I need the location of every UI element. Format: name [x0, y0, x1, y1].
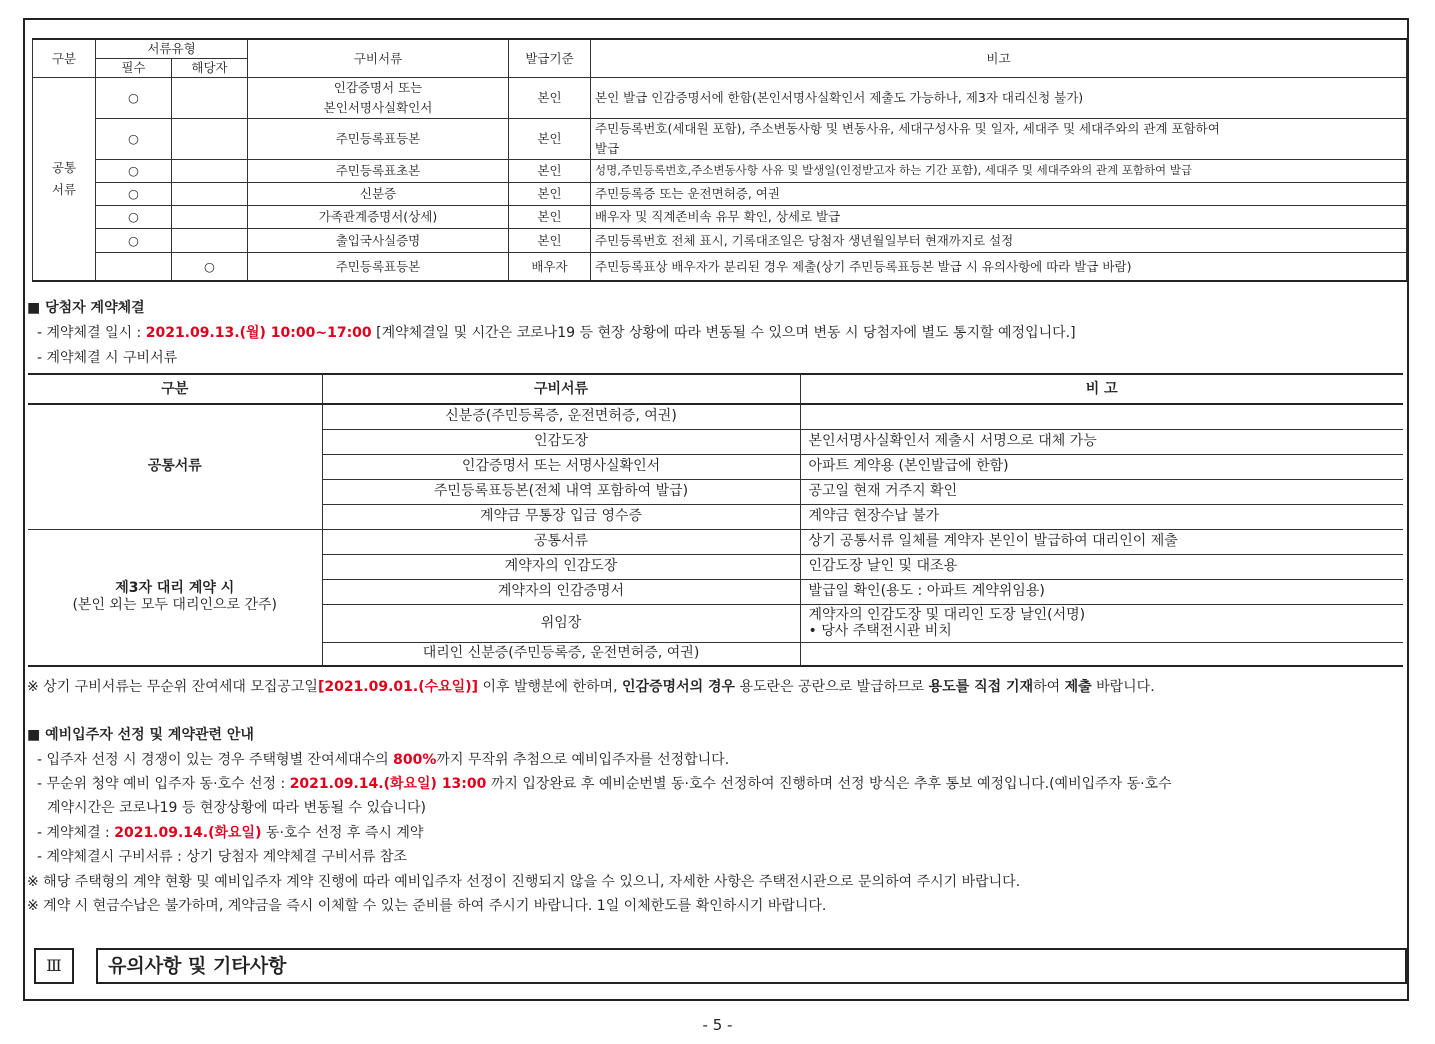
t2-remark: 계약자의 인감도장 및 대리인 도장 날인(서명) [808, 607, 1086, 623]
required-mark: ○ [96, 118, 172, 159]
documents-note [27, 676, 1155, 696]
required-mark: ○ [96, 77, 172, 118]
reserve-line-2 [37, 773, 1172, 793]
note-text: 용도란은 공란으로 발급하므로 [735, 679, 929, 695]
t2-remark: 계약금 현장수납 불가 [800, 504, 1403, 529]
section-title: 유의사항 및 기타사항 [96, 948, 1407, 984]
applicable-mark: ○ [172, 252, 248, 281]
t2-remark: 아파트 계약용 (본인발급에 한함) [800, 454, 1403, 479]
note-bold: 제출 [1064, 679, 1092, 695]
reserve-line-3 [37, 822, 423, 842]
issue-basis: 본인 [509, 77, 591, 118]
reserve-text: - 계약체결 : [37, 825, 115, 841]
contract-heading: ■ 당첨자 계약체결 [27, 300, 145, 316]
document-name: 신분증 [248, 182, 509, 205]
group-proxy-contract [28, 529, 322, 666]
header-category: 구분 [33, 39, 96, 77]
reserve-text: 까지 입장완료 후 예비순번별 동·호수 선정하여 진행하며 선정 방식은 추후 통보 예정입니다.(예비입주자 동·호수 [486, 776, 1172, 792]
t2-document: 인감증명서 또는 서명사실확인서 [322, 454, 800, 479]
section-number: Ⅲ [34, 948, 74, 984]
group-proxy-label: 제3자 대리 계약 시 [115, 580, 235, 597]
t2-header-category: 구분 [28, 374, 322, 404]
t2-header-remarks: 비 고 [800, 374, 1403, 404]
issue-basis: 배우자 [509, 252, 591, 281]
t2-remark: 본인서명사실확인서 제출시 서명으로 대체 가능 [800, 429, 1403, 454]
applicable-mark [172, 77, 248, 118]
page-frame [23, 18, 1409, 1001]
document-name: 출입국사실증명 [248, 228, 509, 252]
note-bold: 인감증명서의 경우 [621, 679, 736, 695]
reserve-percent: 800% [393, 752, 437, 768]
reserve-date: 2021.09.14.(화요일) 13:00 [289, 776, 487, 792]
t2-remark-poa [800, 604, 1403, 642]
remark: 배우자 및 직계존비속 유무 확인, 상세로 발급 [591, 205, 1407, 228]
contract-datetime-line [37, 322, 1076, 342]
group-label-common: 공통 서류 [33, 77, 96, 281]
note-text: 바랍니다. [1091, 679, 1155, 695]
required-mark: ○ [96, 228, 172, 252]
header-remarks: 비고 [591, 39, 1407, 77]
document-name: 인감증명서 또는 본인서명사실확인서 [248, 77, 509, 118]
reserve-text: 까지 무작위 추첨으로 예비입주자를 선정합니다. [436, 752, 730, 768]
required-mark: ○ [96, 159, 172, 182]
header-documents: 구비서류 [248, 39, 509, 77]
reserve-text: - 무순위 청약 예비 입주자 동·호수 선정 : [37, 776, 290, 792]
t2-document: 위임장 [322, 604, 800, 642]
issue-basis: 본인 [509, 118, 591, 159]
applicable-mark [172, 182, 248, 205]
contract-datetime: 2021.09.13.(월) 10:00~17:00 [145, 325, 372, 341]
group-common-docs: 공통서류 [28, 404, 322, 529]
t2-document: 공통서류 [322, 529, 800, 554]
reserve-text: - 입주자 선정 시 경쟁이 있는 경우 주택형별 잔여세대수의 [37, 752, 394, 768]
t2-document: 계약자의 인감증명서 [322, 579, 800, 604]
reserve-line-5: ※ 해당 주택형의 계약 현황 및 예비입주자 계약 진행에 따라 예비입주자 선정이 진행되지 않을 수 있으니, 자세한 사항은 주택전시관으로 문의하여 주시기 바랍니다. [27, 874, 1021, 890]
t2-document: 주민등록표등본(전체 내역 포함하여 발급) [322, 479, 800, 504]
reserve-date: 2021.09.14.(화요일) [114, 825, 262, 841]
note-date: [2021.09.01.(수요일)] [317, 679, 478, 695]
reserve-line-2-cont: 계약시간은 코로나19 등 현장상황에 따라 변동될 수 있습니다) [47, 800, 427, 816]
contract-docs-label: - 계약체결 시 구비서류 [37, 350, 178, 366]
issue-basis: 본인 [509, 159, 591, 182]
reserve-line-1 [37, 749, 729, 769]
document-name: 주민등록표등본 [248, 118, 509, 159]
applicable-mark [172, 228, 248, 252]
contract-datetime-prefix: - 계약체결 일시 : [37, 325, 146, 341]
applicable-mark [172, 159, 248, 182]
issue-basis: 본인 [509, 182, 591, 205]
t2-document: 계약금 무통장 입금 영수증 [322, 504, 800, 529]
remark: 주민등록표상 배우자가 분리된 경우 제출(상기 주민등록표등본 발급 시 유의사항에 따라 발급 바람) [591, 252, 1407, 281]
issue-basis: 본인 [509, 228, 591, 252]
note-bold: 용도를 직접 기재 [928, 679, 1034, 695]
group-proxy-sublabel: (본인 외는 모두 대리인으로 간주) [72, 597, 278, 614]
t2-document: 인감도장 [322, 429, 800, 454]
t2-document: 대리인 신분증(주민등록증, 운전면허증, 여권) [322, 642, 800, 666]
document-name: 가족관계증명서(상세) [248, 205, 509, 228]
t2-remark [800, 404, 1403, 429]
t2-remark [800, 642, 1403, 666]
applicable-mark [172, 118, 248, 159]
t2-remark: 발급일 확인(용도 : 아파트 계약위임용) [800, 579, 1403, 604]
remark: 주민등록번호 전체 표시, 기록대조일은 당첨자 생년월일부터 현재까지로 설정 [591, 228, 1407, 252]
required-mark: ○ [96, 182, 172, 205]
t2-remark: 공고일 현재 거주지 확인 [800, 479, 1403, 504]
remark: 주민등록증 또는 운전면허증, 여권 [591, 182, 1407, 205]
document-name: 주민등록표초본 [248, 159, 509, 182]
required-mark [96, 252, 172, 281]
contract-datetime-note: [계약체결일 및 시간은 코로나19 등 현장 상황에 따라 변동될 수 있으며 변동 시 당첨자에 별도 통지할 예정입니다.] [371, 325, 1076, 341]
issue-basis: 본인 [509, 205, 591, 228]
t2-remark-note: • 당사 주택전시관 비치 [808, 623, 952, 639]
header-basis: 발급기준 [509, 39, 591, 77]
applicable-mark [172, 205, 248, 228]
header-applicable: 해당자 [172, 58, 248, 77]
document-name: 주민등록표등본 [248, 252, 509, 281]
reserve-heading: ■ 예비입주자 선정 및 계약관련 안내 [27, 727, 254, 743]
required-documents-table [32, 38, 1407, 282]
required-mark: ○ [96, 205, 172, 228]
remark: 성명,주민등록번호,주소변동사항 사유 및 발생일(인정받고자 하는 기간 포함), 세대주 및 세대주와의 관계 포함하여 발급 [591, 159, 1407, 182]
t2-remark: 인감도장 날인 및 대조용 [800, 554, 1403, 579]
reserve-line-6: ※ 계약 시 현금수납은 불가하며, 계약금을 즉시 이체할 수 있는 준비를 하여 주시기 바랍니다. 1일 이체한도를 확인하시기 바랍니다. [27, 898, 827, 914]
note-text: 하여 [1033, 679, 1065, 695]
header-doc-type: 서류유형 [96, 39, 248, 58]
reserve-text: 동·호수 선정 후 즉시 계약 [261, 825, 424, 841]
remark: 본인 발급 인감증명서에 한함(본인서명사실확인서 제출도 가능하나, 제3자 대리신청 불가) [591, 77, 1407, 118]
note-text: ※ 상기 구비서류는 무순위 잔여세대 모집공고일 [27, 679, 318, 695]
t2-document: 계약자의 인감도장 [322, 554, 800, 579]
contract-documents-table [28, 373, 1403, 667]
page-number: - 5 - [702, 1016, 733, 1034]
note-text: 이후 발행분에 한하며, [478, 679, 622, 695]
reserve-line-4: - 계약체결시 구비서류 : 상기 당첨자 계약체결 구비서류 참조 [37, 849, 407, 865]
t2-remark: 상기 공통서류 일체를 계약자 본인이 발급하여 대리인이 제출 [800, 529, 1403, 554]
header-required: 필수 [96, 58, 172, 77]
t2-document: 신분증(주민등록증, 운전면허증, 여권) [322, 404, 800, 429]
t2-header-documents: 구비서류 [322, 374, 800, 404]
remark: 주민등록번호(세대원 포함), 주소변동사항 및 변동사유, 세대구성사유 및 일자, 세대주 및 세대주와의 관계 포함하여 발급 [591, 118, 1407, 159]
